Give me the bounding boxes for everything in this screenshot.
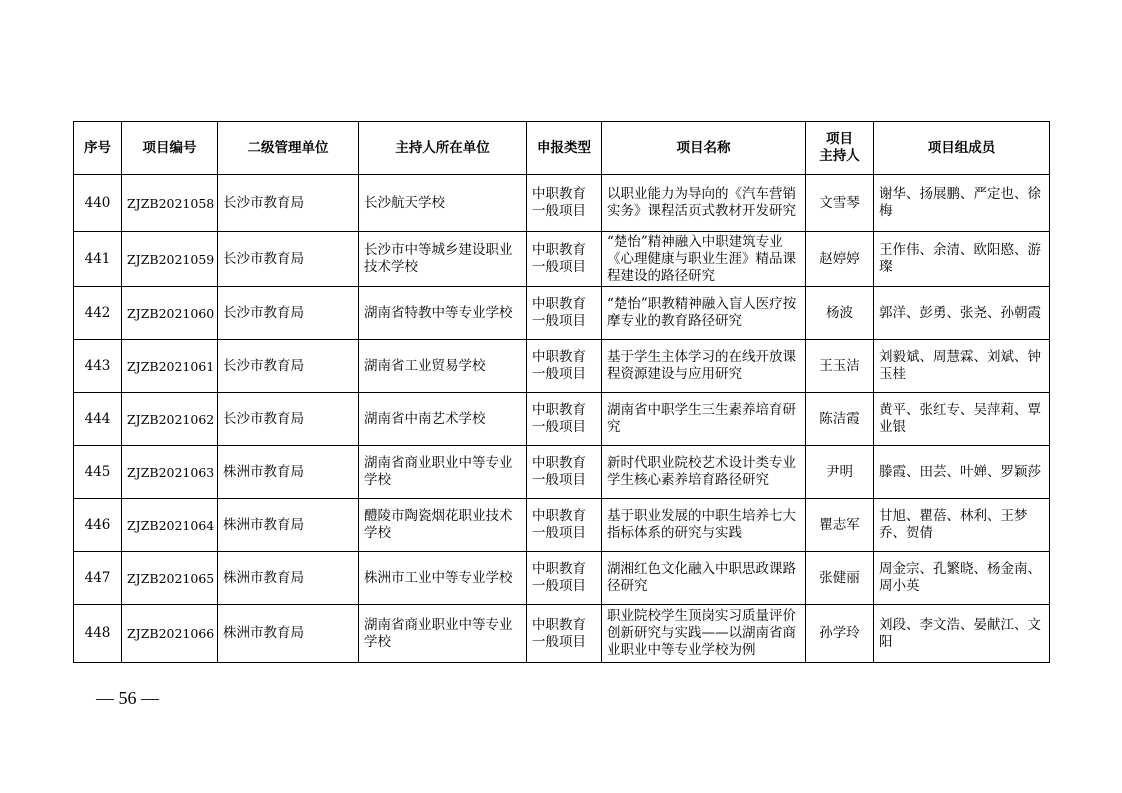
header-host (806, 122, 874, 175)
cell-management-unit: 株洲市教育局 (218, 605, 359, 663)
cell-host-unit: 湖南省工业贸易学校 (359, 340, 527, 393)
cell-application-type: 中职教育一般项目 (527, 287, 602, 340)
cell-application-type: 中职教育一般项目 (527, 605, 602, 663)
cell-members: 周金宗、孔繁晓、杨金南、周小英 (874, 552, 1050, 605)
cell-host: 孙学玲 (806, 605, 874, 663)
cell-index: 448 (74, 605, 122, 663)
cell-application-type: 中职教育一般项目 (527, 393, 602, 446)
header-management-unit: 二级管理单位 (218, 122, 359, 175)
cell-project-name: 基于职业发展的中职生培养七大指标体系的研究与实践 (602, 499, 806, 552)
cell-application-type: 中职教育一般项目 (527, 499, 602, 552)
cell-index: 446 (74, 499, 122, 552)
header-host-line1: 项目 (826, 131, 853, 147)
cell-host: 文雪琴 (806, 175, 874, 232)
cell-host: 张健丽 (806, 552, 874, 605)
cell-project-name: 新时代职业院校艺术设计类专业学生核心素养培育路径研究 (602, 446, 806, 499)
cell-index: 445 (74, 446, 122, 499)
cell-application-type: 中职教育一般项目 (527, 446, 602, 499)
cell-host: 王玉洁 (806, 340, 874, 393)
cell-project-code: ZJZB2021063 (122, 446, 218, 499)
header-project-code: 项目编号 (122, 122, 218, 175)
cell-host: 陈洁霞 (806, 393, 874, 446)
table-row (74, 393, 1050, 446)
cell-index: 444 (74, 393, 122, 446)
page-number: — 56 — (96, 688, 159, 708)
cell-members: 郭洋、彭勇、张尧、孙朝霞 (874, 287, 1050, 340)
cell-project-code: ZJZB2021065 (122, 552, 218, 605)
cell-project-name: 职业院校学生顶岗实习质量评价创新研究与实践——以湖南省商业职业中等专业学校为例 (602, 605, 806, 663)
cell-management-unit: 株洲市教育局 (218, 446, 359, 499)
cell-members: 滕霞、田芸、叶婵、罗颖莎 (874, 446, 1050, 499)
cell-application-type: 中职教育一般项目 (527, 175, 602, 232)
cell-host-unit: 湖南省商业职业中等专业学校 (359, 446, 527, 499)
cell-host-unit: 湖南省商业职业中等专业学校 (359, 605, 527, 663)
header-application-type: 申报类型 (527, 122, 602, 175)
cell-project-code: ZJZB2021060 (122, 287, 218, 340)
cell-host-unit: 湖南省特教中等专业学校 (359, 287, 527, 340)
cell-index: 442 (74, 287, 122, 340)
cell-host: 杨波 (806, 287, 874, 340)
table-row (74, 232, 1050, 287)
header-host-line2: 主持人 (819, 148, 860, 164)
cell-host: 尹明 (806, 446, 874, 499)
cell-project-name: “楚怡”职教精神融入盲人医疗按摩专业的教育路径研究 (602, 287, 806, 340)
cell-host-unit: 株洲市工业中等专业学校 (359, 552, 527, 605)
cell-project-name: 湖南省中职学生三生素养培育研究 (602, 393, 806, 446)
cell-management-unit: 长沙市教育局 (218, 287, 359, 340)
cell-members: 王作伟、余清、欧阳愍、游璨 (874, 232, 1050, 287)
project-table (73, 121, 1050, 663)
cell-project-code: ZJZB2021058 (122, 175, 218, 232)
cell-project-code: ZJZB2021066 (122, 605, 218, 663)
cell-management-unit: 株洲市教育局 (218, 499, 359, 552)
cell-host-unit: 长沙航天学校 (359, 175, 527, 232)
table-row (74, 446, 1050, 499)
table-body (74, 175, 1050, 663)
cell-index: 447 (74, 552, 122, 605)
cell-project-code: ZJZB2021064 (122, 499, 218, 552)
cell-members: 刘毅斌、周慧霖、刘斌、钟玉桂 (874, 340, 1050, 393)
table-header-row (74, 122, 1050, 175)
cell-index: 441 (74, 232, 122, 287)
table-row (74, 605, 1050, 663)
cell-members: 谢华、扬展鹏、严定也、徐梅 (874, 175, 1050, 232)
cell-management-unit: 长沙市教育局 (218, 393, 359, 446)
cell-host-unit: 湖南省中南艺术学校 (359, 393, 527, 446)
header-index: 序号 (74, 122, 122, 175)
cell-project-code: ZJZB2021062 (122, 393, 218, 446)
cell-application-type: 中职教育一般项目 (527, 232, 602, 287)
cell-host-unit: 醴陵市陶瓷烟花职业技术学校 (359, 499, 527, 552)
cell-application-type: 中职教育一般项目 (527, 552, 602, 605)
cell-index: 443 (74, 340, 122, 393)
cell-management-unit: 株洲市教育局 (218, 552, 359, 605)
cell-host-unit: 长沙市中等城乡建设职业技术学校 (359, 232, 527, 287)
cell-project-name: 湖湘红色文化融入中职思政课路径研究 (602, 552, 806, 605)
cell-members: 甘旭、瞿蓓、林利、王梦乔、贺倩 (874, 499, 1050, 552)
cell-members: 黄平、张红专、吴萍莉、覃业银 (874, 393, 1050, 446)
cell-application-type: 中职教育一般项目 (527, 340, 602, 393)
cell-management-unit: 长沙市教育局 (218, 232, 359, 287)
cell-index: 440 (74, 175, 122, 232)
table-row (74, 287, 1050, 340)
cell-project-name: 以职业能力为导向的《汽车营销实务》课程活页式教材开发研究 (602, 175, 806, 232)
cell-host: 瞿志军 (806, 499, 874, 552)
cell-members: 刘段、李文浩、晏献江、文阳 (874, 605, 1050, 663)
cell-host: 赵婷婷 (806, 232, 874, 287)
table-row (74, 499, 1050, 552)
table-row (74, 552, 1050, 605)
cell-project-code: ZJZB2021059 (122, 232, 218, 287)
cell-project-code: ZJZB2021061 (122, 340, 218, 393)
cell-project-name: 基于学生主体学习的在线开放课程资源建设与应用研究 (602, 340, 806, 393)
cell-management-unit: 长沙市教育局 (218, 175, 359, 232)
header-members: 项目组成员 (874, 122, 1050, 175)
cell-management-unit: 长沙市教育局 (218, 340, 359, 393)
table-row (74, 175, 1050, 232)
header-project-name: 项目名称 (602, 122, 806, 175)
cell-project-name: “楚怡”精神融入中职建筑专业《心理健康与职业生涯》精品课程建设的路径研究 (602, 232, 806, 287)
header-host-unit: 主持人所在单位 (359, 122, 527, 175)
table-row (74, 340, 1050, 393)
